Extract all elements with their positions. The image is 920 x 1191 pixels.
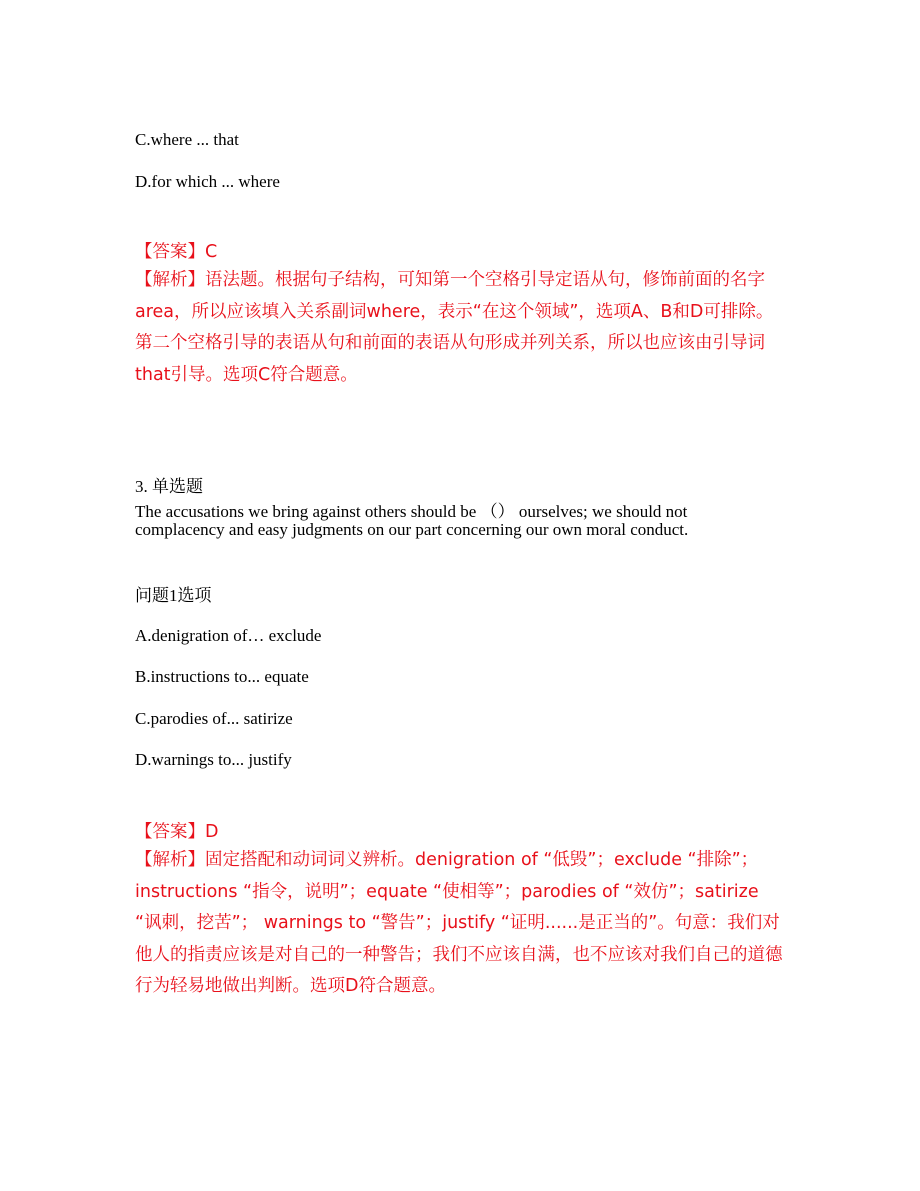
q3-analysis: 【解析】固定搭配和动词词义辨析。denigration of “低毁”；exclude “排除”；instructions “指令，说明”；equate “使相等”；parodies of “效仿”；satirize “讽刺，挖苦”； warnings to “警告”；justify “证明......是正当的”。句意：我们对他人的指责应该是对自己的一种警告；我们不应该自满，也不应该对我们自己的道德行为轻易地做出判断。选项D符合题意。 (135, 850, 783, 996)
q3-answer: 【答案】D (135, 822, 219, 842)
q3-option-b: B.instructions to... equate (135, 667, 309, 686)
q2-option-c: C.where ... that (135, 130, 239, 149)
q3-text-line1: The accusations we bring against others should be （） ourselves; we should not (135, 502, 688, 521)
q3-option-c: C.parodies of... satirize (135, 709, 293, 728)
q2-answer: 【答案】C (135, 242, 218, 262)
q3-option-a: A.denigration of… exclude (135, 626, 322, 645)
q2-analysis: 【解析】语法题。根据句子结构，可知第一个空格引导定语从句，修饰前面的名字area，所以应该填入关系副词where，表示“在这个领域”，选项A、B和D可排除。第二个空格引导的表语从句和前面的表语从句形成并列关系，所以也应该由引导词that引导。选项C符合题意。 (135, 270, 774, 385)
q3-options-label: 问题1选项 (135, 586, 212, 605)
q2-option-d: D.for which ... where (135, 172, 280, 191)
q3-text-line2: complacency and easy judgments on our part concerning our own moral conduct. (135, 520, 689, 539)
q3-heading: 3. 单选题 (135, 477, 203, 496)
q3-option-d: D.warnings to... justify (135, 750, 292, 769)
